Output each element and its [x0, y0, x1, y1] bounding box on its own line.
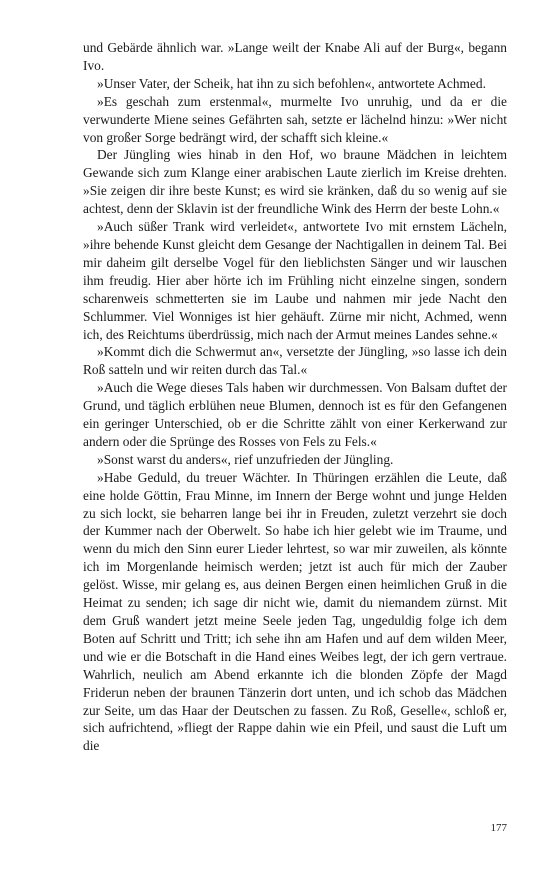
- paragraph: »Auch süßer Trank wird verleidet«, antwortete Ivo mit ernstem Lächeln, »ihre behende Kunst gleicht dem Gesange der Nachtigallen in deinem Tal. Bei mir daheim gilt derselbe Vogel für den lieblichsten Sänger und wir lauschen ihm freudig. Hier aber hörte ich im Frühling nicht einzelne singen, sondern scharenweis schmetterten sie im Laube und nahmen mir jede Nacht den Schlummer. Viel Wonniges ist hier gehäuft. Zürne mir nicht, Achmed, wenn ich, des Reichtums überdrüssig, mich nach der Armut meines Landes sehne.«: [83, 219, 507, 342]
- paragraph: »Habe Geduld, du treuer Wächter. In Thüringen erzählen die Leute, daß eine holde Göttin, Frau Minne, im Innern der Berge wohnt und junge Helden zu sich lockt, sie beharren lange bei ihr in Freuden, zuletzt verzehrt sie doch der Kummer nach der Oberwelt. So habe ich hier gelebt wie im Traume, und wenn du mich den Sinn eurer Lieder lehrtest, so war mir zuweilen, als könnte ich im Morgenlande heimisch werden; jetzt ist auch für mich der Zauber gelöst. Wisse, mir gelang es, aus deinen Bergen einen heimlichen Gruß in die Heimat zu senden; ich sage dir nicht wie, damit du niemandem zürnst. Mit dem Gruß wandert jetzt meine Seele jeden Tag, ungeduldig folge ich dem Boten auf Schritt und Tritt; ich sehe ihn am Hafen und auf dem wilden Meer, und wie er die Botschaft in die Hand eines Weibes legt, der ich gern vertraue. Wahrlich, neulich am Abend erkannte ich die blonden Zöpfe der Magd Friderun neben der braunen Tänzerin dort unten, und ich schob das Mädchen zur Seite, um das Haar der Deutschen zu fassen. Zu Roß, Geselle«, schloß er, sich aufrichtend, »fliegt der Rappe dahin wie ein Pfeil, und saust die Luft um die: [83, 469, 507, 754]
- page-number: 177: [490, 822, 507, 834]
- paragraph: »Auch die Wege dieses Tals haben wir durchmessen. Von Balsam duftet der Grund, und täglich erblühen neue Blumen, dennoch ist es für den Gefangenen ein geringer Unterschied, ob er die Schritte zählt von einer Kerkerwand zur andern oder die Sprünge des Rosses von Fels zu Fels.«: [83, 380, 507, 449]
- paragraph: Der Jüngling wies hinab in den Hof, wo braune Mädchen in leichtem Gewande sich zum Klange einer arabischen Laute zierlich im Kreise drehten. »Sie zeigen dir ihre beste Kunst; es wird sie kränken, daß du so wenig auf sie achtest, denn der Sklavin ist der freundliche Wink des Herrn der beste Lohn.«: [83, 147, 507, 217]
- paragraph: »Sonst warst du anders«, rief unzufrieden der Jüngling.: [97, 451, 394, 467]
- body-text: [83, 39, 507, 755]
- paragraph: und Gebärde ähnlich war. »Lange weilt der Knabe Ali auf der Burg«, begann Ivo.: [83, 40, 507, 73]
- paragraph: »Unser Vater, der Scheik, hat ihn zu sich befohlen«, antwortete Achmed.: [97, 75, 486, 91]
- paragraph: »Kommt dich die Schwermut an«, versetzte der Jüngling, »so lasse ich dein Roß satteln und wir reiten durch das Tal.«: [83, 344, 507, 378]
- paragraph: »Es geschah zum erstenmal«, murmelte Ivo unruhig, und da er die verwunderte Miene seines Gefährten sah, setzte er lächelnd hinzu: »Wer nicht von großer Sorge bedrängt wird, der schafft sich kleine.«: [83, 93, 507, 145]
